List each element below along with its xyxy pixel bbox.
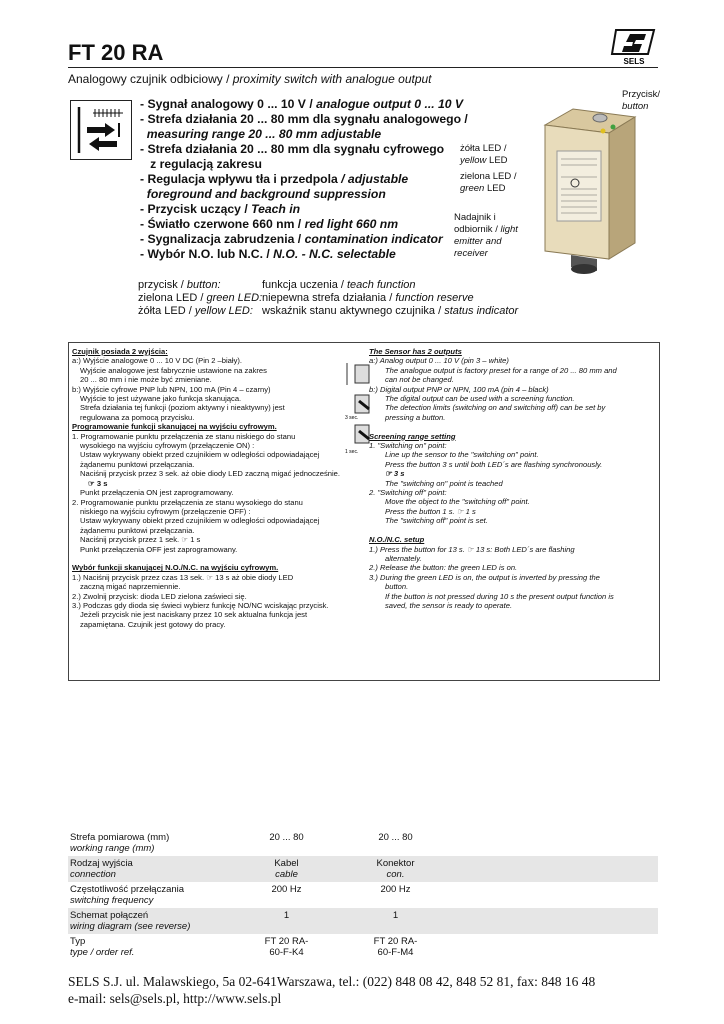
instruction-line: b:) Digital output PNP or NPN, 100 mA (pin 4 – black) <box>369 384 549 394</box>
feature-item: - Sygnalizacja zabrudzenia / contamination indicator <box>140 232 443 246</box>
spec-value: 200 Hz <box>271 884 302 895</box>
spec-filler <box>450 856 658 882</box>
spec-value: 20 ... 80 <box>378 832 413 843</box>
instruction-line: 20 ... 80 mm i nie może być zmieniane. <box>80 375 212 385</box>
instruction-line: 2. "Switching off" point: <box>369 488 447 498</box>
instruction-line: Ustaw wykrywany obiekt przed czujnikiem w odległości odpowiadającej <box>80 450 320 460</box>
feature-item: foreground and background suppression <box>140 187 386 201</box>
feature-item: - Światło czerwone 660 nm / red light 660 nm <box>140 217 399 231</box>
spec-value: 1 <box>232 908 341 934</box>
instruction-line: ☞ 3 s <box>385 469 405 479</box>
spec-row <box>68 830 658 856</box>
indicator-legend <box>138 279 518 318</box>
instruction-line: 1.) Press the button for 13 s. ☞ 13 s: Both LED´s are flashing <box>369 544 575 554</box>
instruction-line: The digital output can be used with a screening function. <box>385 394 575 404</box>
instruction-line: Screening range setting <box>369 431 456 441</box>
svg-text:3 sec.: 3 sec. <box>345 415 359 421</box>
spec-filler <box>450 830 658 856</box>
subtitle-en: proximity switch with analogue output <box>232 72 432 86</box>
page-title: FT 20 RA <box>68 40 164 65</box>
feature-item: - Strefa działania 20 ... 80 mm dla sygnału cyfrowego <box>140 142 445 156</box>
instruction-line: a:) Wyjście analogowe 0 ... 10 V DC (Pin 2 –biały). <box>72 356 243 366</box>
instruction-line <box>72 554 367 563</box>
instruction-line: saved, the sensor is ready to operate. <box>385 600 513 610</box>
instruction-line <box>369 526 657 535</box>
legend-row: zielona LED / green LED:niepewna strefa działania / function reserve <box>138 292 474 304</box>
instruction-line: Wyjście to jest używane jako funkcja skanująca. <box>80 394 242 404</box>
sensor-product-image <box>515 95 650 275</box>
instruction-line: 1. "Switching on" point: <box>369 441 447 451</box>
button-label: Przycisk/ button <box>622 89 660 112</box>
spec-label: Schemat połączeń wiring diagram (see reverse) <box>68 908 232 934</box>
instruction-line: 3.) During the green LED is on, the output is inverted by pressing the <box>369 572 600 582</box>
emitter-receiver-label: Nadajnik i odbiornik / light emitter and receiver <box>454 212 518 259</box>
instruction-line: Wybór funkcji skanującej N.O./N.C. na wyjściu cyfrowym. <box>72 563 279 573</box>
feature-item: measuring range 20 ... 80 mm adjustable <box>140 127 382 141</box>
instruction-line: Move the object to the "switching off" point. <box>385 497 530 507</box>
spec-filler <box>450 882 658 908</box>
feature-item: - Sygnał analogowy 0 ... 10 V / analogue output 0 ... 10 V <box>140 97 464 111</box>
spec-value: Konektor con. <box>341 856 450 882</box>
spec-value: FT 20 RA- 60-F-K4 <box>264 936 309 958</box>
company-footer <box>68 973 595 1007</box>
instruction-line: Punkt przełączenia OFF jest zaprogramowany. <box>80 544 238 554</box>
instruction-line: Punkt przełączenia ON jest zaprogramowany. <box>80 488 234 498</box>
instruction-line: The "switching off" point is set. <box>385 516 488 526</box>
spec-filler <box>450 908 658 934</box>
feature-item: z regulacją zakresu <box>140 157 262 171</box>
instruction-line: 2.) Release the button: the green LED is on. <box>369 563 518 573</box>
footer-contact: e-mail: sels@sels.pl, http://www.sels.pl <box>68 991 282 1006</box>
yellow-led-label: żółta LED / yellow LED <box>460 143 508 166</box>
instruction-line: can not be changed. <box>385 375 454 385</box>
instruction-line: 3.) Podczas gdy dioda się świeci wybierz funkcję NO/NC wciskając przycisk. <box>72 600 329 610</box>
instruction-line: wysokiego na wyjściu cyfrowym (przełączenie ON) : <box>80 441 255 451</box>
instruction-line: regulowana za pomocą przycisku. <box>80 412 195 422</box>
instruction-line: If the button is not pressed during 10 s the present output function is <box>385 591 614 601</box>
instruction-line: Press the button 3 s until both LED´s are flashing synchronously. <box>385 459 603 469</box>
instructions-box <box>68 342 660 681</box>
spec-value: 200 Hz <box>380 884 411 895</box>
instruction-line: alternately. <box>385 553 422 563</box>
feature-item: - Wybór N.O. lub N.C. / N.O. - N.C. selectable <box>140 247 396 261</box>
instruction-line: The "switching on" point is teached <box>385 478 503 488</box>
instruction-line: Naciśnij przycisk przez 3 sek. aż obie diody LED zaczną migać jednocześnie. <box>80 469 340 479</box>
instruction-line: 1. Programowanie punktu przełączenia ze stanu niskiego do stanu <box>72 431 296 441</box>
legend-row: przycisk / button: funkcja uczenia / teach function <box>138 279 416 291</box>
teach-diagram-icon <box>345 361 381 457</box>
instruction-line: Naciśnij przycisk przez 1 sek. ☞ 1 s <box>80 535 201 545</box>
instruction-line: żądanemu punktowi przełączania. <box>80 525 195 535</box>
spec-label: Częstotliwość przełączania switching frequency <box>70 884 185 906</box>
spec-row <box>68 882 658 908</box>
instruction-line: N.O./N.C. setup <box>369 535 425 545</box>
instruction-line: 2.) Zwolnij przycisk: dioda LED zielona zaświeci się. <box>72 591 247 601</box>
instruction-line: Strefa działania tej funkcji (poziom aktywny i nieaktywny) jest <box>80 403 285 413</box>
spec-value: Kabel cable <box>232 856 341 882</box>
instruction-line: zapamiętana. Czujnik jest gotowy do pracy. <box>80 619 226 629</box>
instruction-line: Jeżeli przycisk nie jest naciskany przez 10 sek aktualna funkcja jest <box>80 610 308 620</box>
feature-item: - Przycisk uczący / Teach in <box>140 202 301 216</box>
spec-row <box>68 934 658 960</box>
footer-address: SELS S.J. ul. Malawskiego, 5a 02-641Warszawa, tel.: (022) 848 08 42, 848 52 81, fax: 848 16 48 <box>68 974 596 989</box>
spec-row <box>68 908 658 934</box>
instruction-line <box>369 422 657 431</box>
feature-item: - Strefa działania 20 ... 80 mm dla sygnału analogowego / <box>140 112 468 126</box>
instruction-line: button. <box>385 582 409 592</box>
legend-row: żółta LED / yellow LED: wskaźnik stanu aktywnego czujnika / status indicator <box>138 305 519 317</box>
features-list <box>140 97 468 262</box>
instruction-line: a:) Analog output 0 ... 10 V (pin 3 – white) <box>369 356 509 366</box>
sensor-symbol-icon <box>70 100 132 160</box>
instruction-line: The detection limits (switching on and switching off) can be set by <box>385 403 606 413</box>
instruction-line: Press the button 1 s. ☞ 1 s <box>385 506 476 516</box>
spec-value: FT 20 RA- 60-F-M4 <box>373 936 418 958</box>
instruction-line: ☞ 3 s <box>88 478 108 488</box>
instruction-line: Line up the sensor to the "switching on" point. <box>385 450 539 460</box>
instructions-english <box>369 347 657 610</box>
instruction-line: b:) Wyjście cyfrowe PNP lub NPN, 100 mA (Pin 4 – czarny) <box>72 384 271 394</box>
instruction-line: Wyjście analogowe jest fabrycznie ustawione na zakres <box>80 365 267 375</box>
subtitle-pl: Analogowy czujnik odbiciowy / <box>68 72 233 86</box>
spec-label: Typ type / order ref. <box>70 936 135 958</box>
spec-label: Strefa pomiarowa (mm) working range (mm) <box>70 832 170 854</box>
spec-table <box>68 830 658 960</box>
instruction-line: 2. Programowanie punktu przełączenia ze stanu wysokiego do stanu <box>72 497 303 507</box>
instruction-line: żądanemu punktowi przełączania. <box>80 459 195 469</box>
spec-row <box>68 856 658 882</box>
logo-text: SELS <box>623 57 645 66</box>
spec-value: 20 ... 80 <box>269 832 304 843</box>
instructions-polish <box>72 347 367 629</box>
spec-label: Rodzaj wyjścia connection <box>68 856 232 882</box>
sels-logo <box>608 28 658 66</box>
instruction-line: niskiego na wyjściu cyfrowym (przełączenie OFF) : <box>80 506 251 516</box>
page-subtitle <box>68 72 432 86</box>
svg-text:1 sec.: 1 sec. <box>345 449 359 455</box>
instruction-line: The analogue output is factory preset for a range of 20 ... 80 mm and <box>385 365 617 375</box>
instruction-line: Czujnik posiada 2 wyjścia: <box>72 347 168 356</box>
instruction-line: pressing a button. <box>385 412 446 422</box>
green-led-label: zielona LED / green LED <box>460 171 517 194</box>
instruction-line: The Sensor has 2 outputs <box>369 347 462 356</box>
feature-item: - Regulacja wpływu tła i przedpola / adjustable <box>140 172 409 186</box>
instruction-line: Ustaw wykrywany obiekt przed czujnikiem w odległości odpowiadającej <box>80 516 320 526</box>
spec-value: 1 <box>341 908 450 934</box>
instruction-line: 1.) Naciśnij przycisk przez czas 13 sek. ☞ 13 s aż obie diody LED <box>72 572 294 582</box>
header-rule <box>68 67 658 68</box>
instruction-line: Programowanie funkcji skanującej na wyjściu cyfrowym. <box>72 422 277 432</box>
spec-filler <box>450 934 658 960</box>
instruction-line: zaczną migać naprzemiennie. <box>80 582 181 592</box>
